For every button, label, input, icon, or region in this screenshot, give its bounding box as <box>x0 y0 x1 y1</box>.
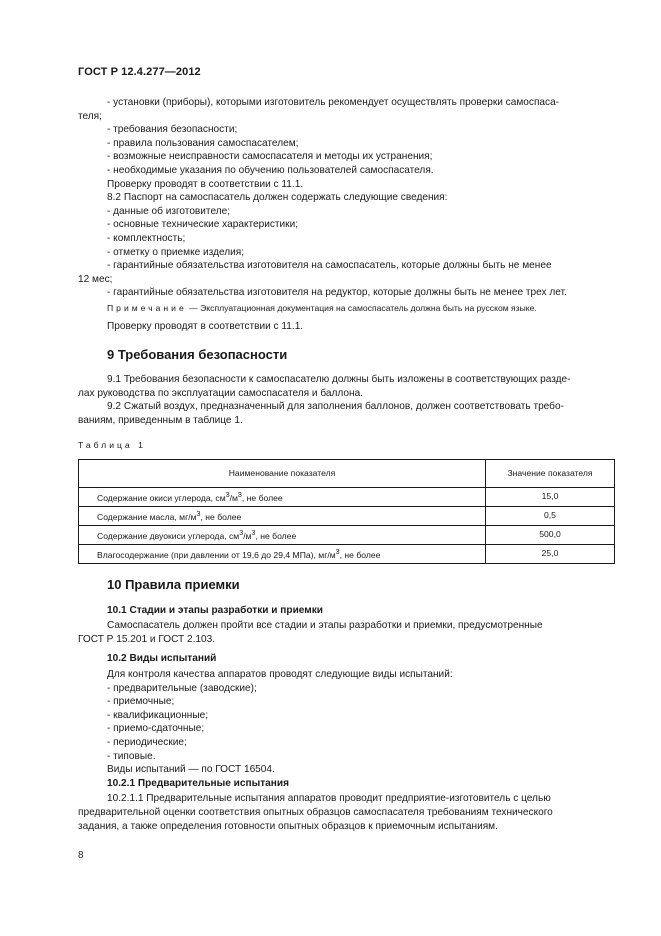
table-header-row <box>79 460 615 488</box>
subsection-10-2-1-title: 10.2.1 Предварительные испытания <box>107 777 289 789</box>
list-item: - квалификационные; <box>107 709 209 721</box>
note-label: Примечание <box>107 302 187 313</box>
text-line: 8.2 Паспорт на самоспасатель должен содержать следующие сведения: <box>107 192 448 204</box>
text-line: 9.2 Сжатый воздух, предназначенный для заполнения баллонов, должен соответствовать требо- <box>107 401 564 413</box>
text-line: Проверку проводят в соответствии с 11.1. <box>107 320 304 332</box>
table-row <box>79 545 615 564</box>
list-item: - основные технические характеристики; <box>107 219 299 231</box>
section-10-title: 10 Правила приемки <box>107 577 240 593</box>
note-text: — Эксплуатационная документация на самоспасатель должна быть на русском языке. <box>186 302 537 313</box>
list-item: - гарантийные обязательства изготовителя на редуктор, которые должны быть не менее трех лет. <box>107 287 567 299</box>
text-line: задания, а также определения готовности опытных образцов к приемочным испытаниям. <box>78 820 498 832</box>
list-item: - комплектность; <box>107 232 186 244</box>
table-cell-name: Содержание окиси углерода, $см^3/м^3$, не более <box>79 488 486 507</box>
table-row <box>79 488 615 507</box>
table-cell-name: Влагосодержание (при давлении от 19,6 до 29,4 МПа), $мг/м^3$, не более <box>79 545 486 564</box>
list-item: - возможные неисправности самоспасателя и методы их устранения; <box>107 151 433 163</box>
table-header-name: Наименование показателя <box>79 460 486 488</box>
table-cell-name: Содержание двуокиси углерода, $см^3/м^3$, не более <box>79 526 486 545</box>
text-line: 9.1 Требования безопасности к самоспасателю должны быть изложены в соответствующих разде- <box>107 374 571 386</box>
text-line: Самоспасатель должен пройти все стадии и этапы разработки и приемки, предусмотренные <box>107 620 543 632</box>
table-caption: Таблица 1 <box>78 440 146 451</box>
text-line: лах руководства по эксплуатации самоспасателя и баллона. <box>78 387 364 399</box>
page-number: 8 <box>78 850 84 861</box>
text-line: теля; <box>78 110 102 122</box>
text-line: Виды испытаний — по ГОСТ 16504. <box>107 764 275 776</box>
text-line: - установки (приборы), которыми изготовитель рекомендует осуществлять проверки самоспаса- <box>107 97 560 108</box>
table-cell-value: 15,0 <box>486 488 615 507</box>
text-line: 12 мес; <box>78 273 113 285</box>
table-cell-value: 25,0 <box>486 545 615 564</box>
list-item: - данные об изготовителе; <box>107 205 231 217</box>
table-header-value: Значение показателя <box>486 460 615 488</box>
table-1 <box>78 459 615 564</box>
text-line: ГОСТ Р 15.201 и ГОСТ 2.103. <box>78 633 216 645</box>
table-row <box>79 507 615 526</box>
list-item: - необходимые указания по обучению пользователей самоспасателя. <box>107 164 434 176</box>
text-line: 10.2.1.1 Предварительные испытания аппаратов проводит предприятие-изготовитель с целью <box>107 793 551 805</box>
list-item: - гарантийные обязательства изготовителя на самоспасатель, которые должны быть не менее <box>107 260 552 272</box>
subsection-10-1-title: 10.1 Стадии и этапы разработки и приемки <box>107 604 323 616</box>
table-cell-value: 500,0 <box>486 526 615 545</box>
text-line: Для контроля качества аппаратов проводят следующие виды испытаний: <box>107 669 453 681</box>
note <box>107 302 615 314</box>
list-item: - предварительные (заводские); <box>107 682 257 694</box>
list-item: - правила пользования самоспасателем; <box>107 137 299 149</box>
table-cell-value: 0,5 <box>486 507 615 526</box>
section-9-title: 9 Требования безопасности <box>107 346 288 362</box>
text-line: Проверку проводят в соответствии с 11.1. <box>107 178 304 190</box>
list-item: - периодические; <box>107 737 187 748</box>
list-item: - типовые. <box>107 750 156 762</box>
list-item: - приемо-сдаточные; <box>107 723 205 735</box>
list-item: - приемочные; <box>107 696 175 708</box>
text-line: ваниям, приведенным в таблице 1. <box>78 414 243 426</box>
table-cell-name: Содержание масла, $мг/м^3$, не более <box>79 507 486 526</box>
document-body <box>78 96 615 833</box>
list-item: - требования безопасности; <box>107 124 238 136</box>
list-item: - отметку о приемке изделия; <box>107 246 245 258</box>
text-line: предварительной оценки соответствия опытных образцов самоспасателя требованиям технического <box>78 806 553 818</box>
table-row <box>79 526 615 545</box>
standard-header: ГОСТ Р 12.4.277—2012 <box>78 66 201 78</box>
subsection-10-2-title: 10.2 Виды испытаний <box>107 653 217 665</box>
